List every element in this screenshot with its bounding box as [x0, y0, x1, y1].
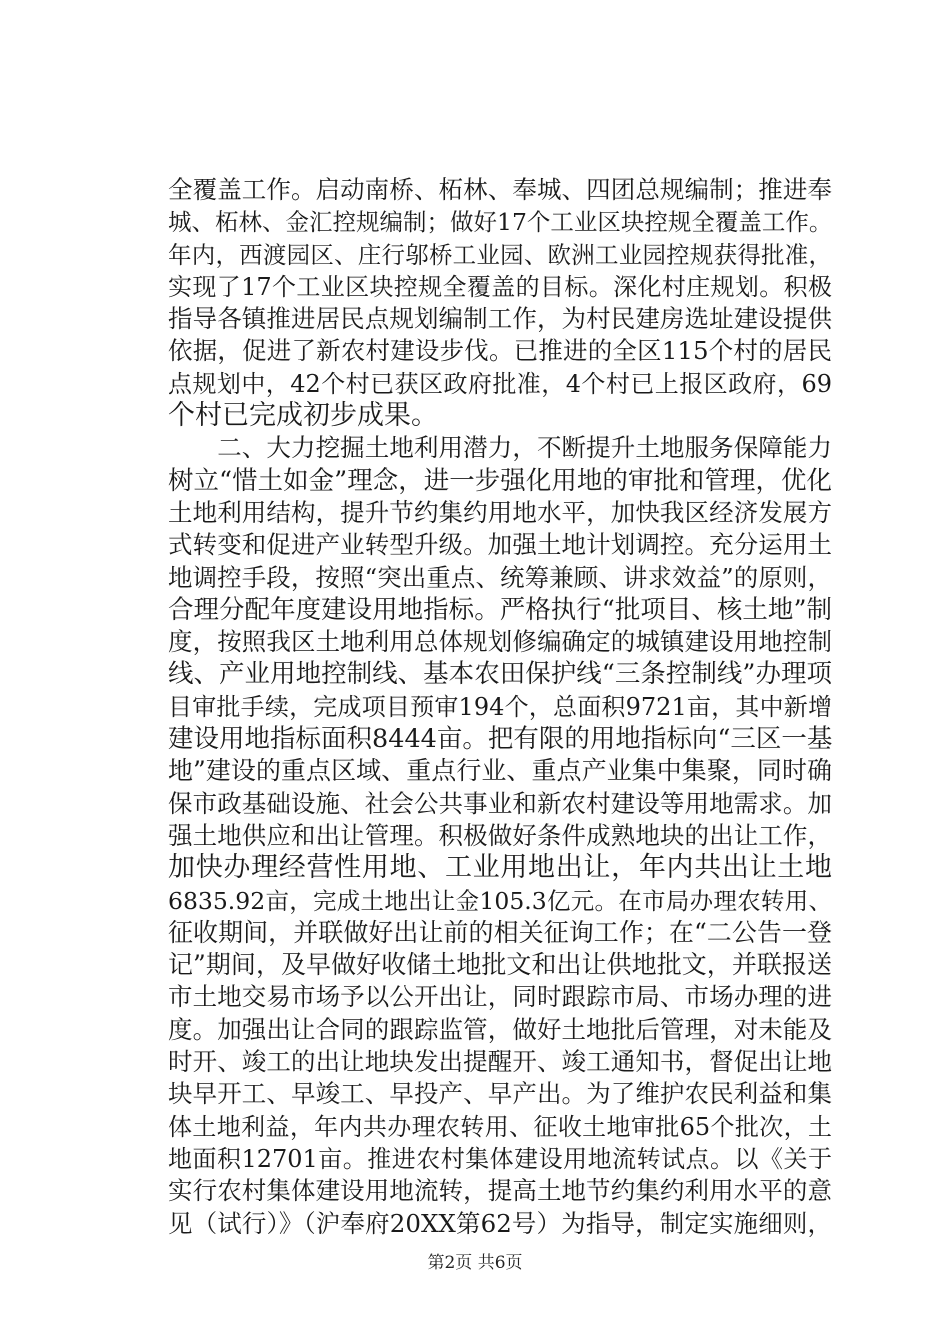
text-line: 块早开工、早竣工、早投产、早产出。为了维护农民利益和集	[168, 1079, 832, 1109]
text-line: 市土地交易市场予以公开出让，同时跟踪市局、市场办理的进	[168, 982, 832, 1012]
body-text	[168, 174, 832, 1240]
text-line: 全覆盖工作。启动南桥、柘林、奉城、四团总规编制；推进奉	[168, 175, 832, 204]
text-line: 土地利用结构，提升节约集约用地水平，加快我区经济发展方	[168, 497, 832, 527]
text-line: 目审批手续，完成项目预审194个，总面积9721亩，其中新增	[168, 692, 832, 721]
text-line: 体土地利益，年内共办理农转用、征收土地审批65个批次，土	[168, 1112, 832, 1141]
text-line: 征收期间，并联做好出让前的相关征询工作；在“二公告一登	[168, 917, 832, 947]
text-line: 树立“惜土如金”理念，进一步强化用地的审批和管理，优化	[168, 465, 832, 496]
text-line: 地”建设的重点区域、重点行业、重点产业集中集聚，同时确	[168, 756, 832, 786]
text-line: 建设用地指标面积8444亩。把有限的用地指标向“三区一基	[168, 724, 832, 755]
text-line: 6835.92亩，完成土地出让金105.3亿元。在市局办理农转用、	[168, 886, 832, 915]
text-line: 点规划中，42个村已获区政府批准，4个村已上报区政府，69	[168, 369, 832, 398]
text-line: 个村已完成初步成果。	[168, 400, 438, 432]
text-line: 式转变和促进产业转型升级。加强土地计划调控。充分运用土	[168, 530, 832, 560]
text-line: 线、产业用地控制线、基本农田保护线“三条控制线”办理项	[168, 659, 832, 690]
text-line: 地面积12701亩。推进农村集体建设用地流转试点。以《关于	[168, 1144, 832, 1173]
text-line: 实行农村集体建设用地流转，提高土地节约集约利用水平的意	[168, 1176, 832, 1206]
text-line: 实现了17个工业区块控规全覆盖的目标。深化村庄规划。积极	[168, 272, 832, 301]
text-line: 记”期间，及早做好收储土地批文和出让供地批文，并联报送	[168, 950, 832, 980]
text-line: 度。加强出让合同的跟踪监管，做好土地批后管理，对未能及	[168, 1014, 832, 1044]
text-line: 见（试行）》（沪奉府20XX第62号）为指导，制定实施细则，	[168, 1208, 832, 1238]
text-line: 保市政基础设施、社会公共事业和新农村建设等用地需求。加	[168, 788, 832, 818]
text-line: 依据，促进了新农村建设步伐。已推进的全区115个村的居民	[168, 336, 832, 366]
text-line: 合理分配年度建设用地指标。严格执行“批项目、核土地”制	[168, 594, 832, 625]
page-footer: 第2页 共6页	[427, 1253, 523, 1273]
text-line: 地调控手段，按照“突出重点、统筹兼顾、讲求效益”的原则，	[168, 562, 832, 592]
text-line: 度，按照我区土地利用总体规划修编确定的城镇建设用地控制	[168, 627, 832, 657]
text-line: 时开、竣工的出让地块发出提醒开、竣工通知书，督促出让地	[168, 1047, 832, 1077]
text-line: 强土地供应和出让管理。积极做好条件成熟地块的出让工作，	[168, 820, 832, 850]
text-line: 二、大力挖掘土地利用潜力，不断提升土地服务保障能力	[168, 433, 832, 463]
text-line: 城、柘林、金汇控规编制；做好17个工业区块控规全覆盖工作。	[168, 208, 832, 237]
text-line: 指导各镇推进居民点规划编制工作，为村民建房选址建设提供	[168, 304, 832, 334]
text-line: 加快办理经营性用地、工业用地出让，年内共出让土地	[168, 852, 832, 884]
text-line: 年内，西渡园区、庄行邬桥工业园、欧洲工业园控规获得批准，	[168, 240, 832, 269]
